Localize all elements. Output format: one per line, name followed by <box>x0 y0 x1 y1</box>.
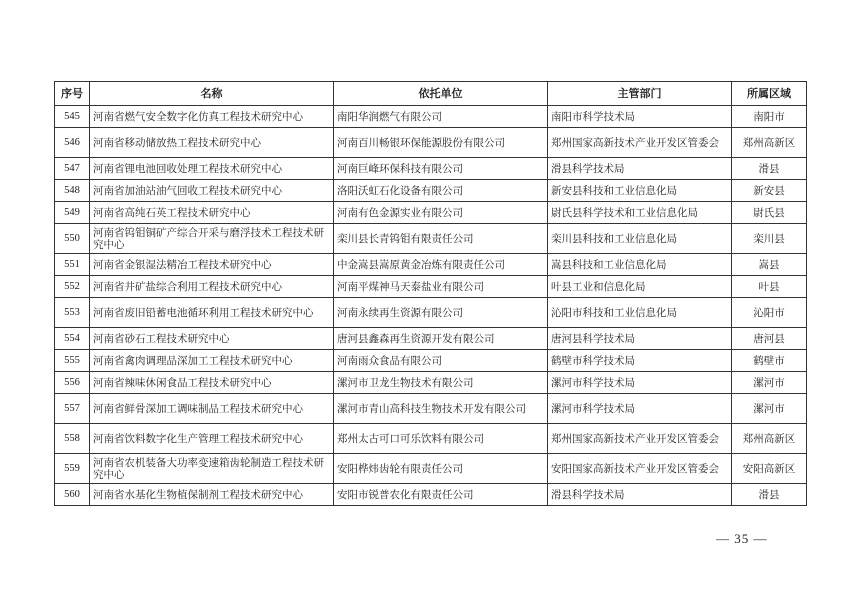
cell-host-unit: 唐河县鑫森再生资源开发有限公司 <box>334 328 548 350</box>
cell-department: 嵩县科技和工业信息化局 <box>548 254 732 276</box>
cell-department: 滑县科学技术局 <box>548 158 732 180</box>
cell-serial: 550 <box>55 224 90 254</box>
cell-department: 栾川县科技和工业信息化局 <box>548 224 732 254</box>
registry-table <box>54 81 807 506</box>
table-row <box>55 484 807 506</box>
cell-department: 沁阳市科技和工业信息化局 <box>548 298 732 328</box>
cell-host-unit: 安阳桦炜齿轮有限责任公司 <box>334 454 548 484</box>
cell-name: 河南省禽肉调理品深加工工程技术研究中心 <box>90 350 334 372</box>
cell-region: 安阳高新区 <box>732 454 807 484</box>
cell-host-unit: 河南平煤神马天泰盐业有限公司 <box>334 276 548 298</box>
table-row <box>55 372 807 394</box>
cell-serial: 558 <box>55 424 90 454</box>
cell-region: 漯河市 <box>732 394 807 424</box>
cell-host-unit: 河南雨众食品有限公司 <box>334 350 548 372</box>
cell-serial: 559 <box>55 454 90 484</box>
cell-serial: 547 <box>55 158 90 180</box>
cell-name: 河南省锂电池回收处理工程技术研究中心 <box>90 158 334 180</box>
cell-host-unit: 洛阳沃虹石化设备有限公司 <box>334 180 548 202</box>
table-row <box>55 454 807 484</box>
cell-host-unit: 漯河市青山高科技生物技术开发有限公司 <box>334 394 548 424</box>
cell-name: 河南省井矿盐综合利用工程技术研究中心 <box>90 276 334 298</box>
cell-region: 郑州高新区 <box>732 424 807 454</box>
cell-host-unit: 河南百川畅银环保能源股份有限公司 <box>334 128 548 158</box>
cell-host-unit: 栾川县长青钨钼有限责任公司 <box>334 224 548 254</box>
cell-department: 漯河市科学技术局 <box>548 394 732 424</box>
cell-serial: 551 <box>55 254 90 276</box>
header-serial: 序号 <box>55 82 90 106</box>
header-host-unit: 依托单位 <box>334 82 548 106</box>
cell-name: 河南省钨钼铜矿产综合开采与磨浮技术工程技术研究中心 <box>90 224 334 254</box>
cell-department: 南阳市科学技术局 <box>548 106 732 128</box>
cell-serial: 552 <box>55 276 90 298</box>
cell-name: 河南省饮料数字化生产管理工程技术研究中心 <box>90 424 334 454</box>
cell-department: 安阳国家高新技术产业开发区管委会 <box>548 454 732 484</box>
cell-region: 新安县 <box>732 180 807 202</box>
cell-region: 滑县 <box>732 158 807 180</box>
cell-region: 漯河市 <box>732 372 807 394</box>
header-name: 名称 <box>90 82 334 106</box>
cell-region: 滑县 <box>732 484 807 506</box>
page-number: — 35 — <box>716 531 768 546</box>
cell-serial: 545 <box>55 106 90 128</box>
cell-region: 嵩县 <box>732 254 807 276</box>
cell-name: 河南省农机装备大功率变速箱齿轮制造工程技术研究中心 <box>90 454 334 484</box>
cell-name: 河南省水基化生物植保制剂工程技术研究中心 <box>90 484 334 506</box>
table-row <box>55 128 807 158</box>
cell-name: 河南省辣味休闲食品工程技术研究中心 <box>90 372 334 394</box>
table-row <box>55 276 807 298</box>
cell-serial: 549 <box>55 202 90 224</box>
cell-serial: 554 <box>55 328 90 350</box>
cell-department: 郑州国家高新技术产业开发区管委会 <box>548 128 732 158</box>
cell-region: 叶县 <box>732 276 807 298</box>
cell-region: 唐河县 <box>732 328 807 350</box>
cell-name: 河南省砂石工程技术研究中心 <box>90 328 334 350</box>
cell-name: 河南省加油站油气回收工程技术研究中心 <box>90 180 334 202</box>
header-region: 所属区域 <box>732 82 807 106</box>
cell-serial: 557 <box>55 394 90 424</box>
table-row <box>55 394 807 424</box>
cell-serial: 553 <box>55 298 90 328</box>
cell-serial: 556 <box>55 372 90 394</box>
cell-department: 新安县科技和工业信息化局 <box>548 180 732 202</box>
table-row <box>55 298 807 328</box>
cell-region: 尉氏县 <box>732 202 807 224</box>
cell-name: 河南省金银湿法精冶工程技术研究中心 <box>90 254 334 276</box>
cell-department: 尉氏县科学技术和工业信息化局 <box>548 202 732 224</box>
cell-serial: 548 <box>55 180 90 202</box>
table-row <box>55 328 807 350</box>
cell-department: 滑县科学技术局 <box>548 484 732 506</box>
table-row <box>55 158 807 180</box>
table-header-row <box>55 82 807 106</box>
cell-region: 鹤壁市 <box>732 350 807 372</box>
cell-department: 鹤壁市科学技术局 <box>548 350 732 372</box>
cell-region: 南阳市 <box>732 106 807 128</box>
table-row <box>55 424 807 454</box>
cell-host-unit: 河南永续再生资源有限公司 <box>334 298 548 328</box>
table-row <box>55 254 807 276</box>
table-row <box>55 350 807 372</box>
cell-host-unit: 漯河市卫龙生物技术有限公司 <box>334 372 548 394</box>
cell-name: 河南省高纯石英工程技术研究中心 <box>90 202 334 224</box>
cell-department: 叶县工业和信息化局 <box>548 276 732 298</box>
cell-host-unit: 中金嵩县嵩原黄金冶炼有限责任公司 <box>334 254 548 276</box>
cell-department: 唐河县科学技术局 <box>548 328 732 350</box>
cell-department: 漯河市科学技术局 <box>548 372 732 394</box>
table-row <box>55 106 807 128</box>
cell-region: 栾川县 <box>732 224 807 254</box>
table-row <box>55 202 807 224</box>
cell-name: 河南省移动储放热工程技术研究中心 <box>90 128 334 158</box>
cell-department: 郑州国家高新技术产业开发区管委会 <box>548 424 732 454</box>
cell-host-unit: 安阳市锐普农化有限责任公司 <box>334 484 548 506</box>
cell-serial: 555 <box>55 350 90 372</box>
cell-name: 河南省燃气安全数字化仿真工程技术研究中心 <box>90 106 334 128</box>
cell-serial: 546 <box>55 128 90 158</box>
table-row <box>55 180 807 202</box>
cell-serial: 560 <box>55 484 90 506</box>
cell-host-unit: 郑州太古可口可乐饮料有限公司 <box>334 424 548 454</box>
cell-host-unit: 河南巨峰环保科技有限公司 <box>334 158 548 180</box>
cell-region: 沁阳市 <box>732 298 807 328</box>
cell-name: 河南省废旧铅蓄电池循环利用工程技术研究中心 <box>90 298 334 328</box>
header-department: 主管部门 <box>548 82 732 106</box>
cell-region: 郑州高新区 <box>732 128 807 158</box>
cell-name: 河南省鲜骨深加工调味制品工程技术研究中心 <box>90 394 334 424</box>
cell-host-unit: 南阳华润燃气有限公司 <box>334 106 548 128</box>
table-row <box>55 224 807 254</box>
cell-host-unit: 河南有色金源实业有限公司 <box>334 202 548 224</box>
